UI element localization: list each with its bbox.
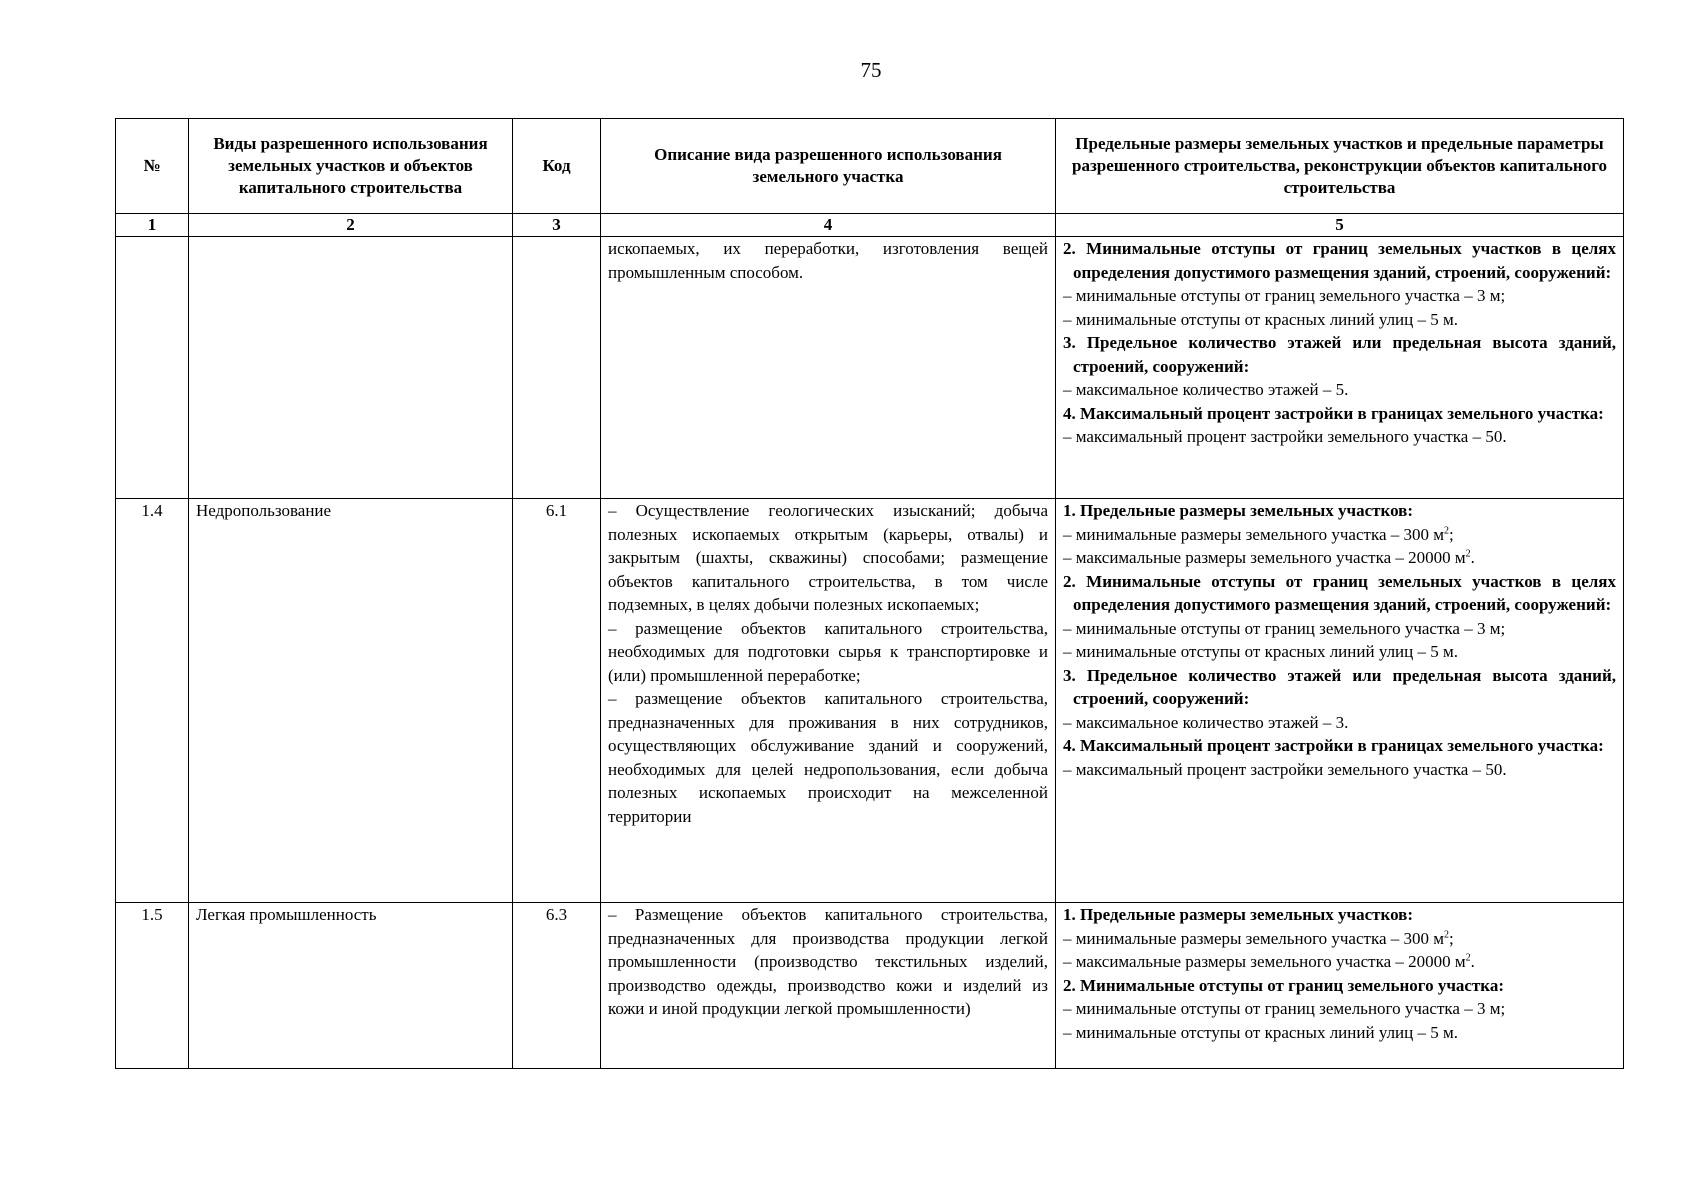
header-description: Описание вида разрешенного использования земельного участка <box>601 119 1056 214</box>
use-description <box>601 903 1056 1069</box>
param-item: – минимальные отступы от границ земельного участка – 3 м; <box>1063 286 1506 305</box>
land-use-table <box>115 118 1624 1069</box>
use-code: 6.1 <box>513 499 601 903</box>
param-heading: 2. Минимальные отступы от границ земельных участков в целях определения допустимого размещения зданий, строений, сооружений: <box>1063 571 1616 614</box>
page-number: 75 <box>860 58 882 82</box>
table-row <box>116 237 1624 499</box>
use-parameters <box>1056 237 1624 499</box>
param-heading: 4. Максимальный процент застройки в границах земельного участка: <box>1063 736 1604 755</box>
column-number: 2 <box>189 214 513 237</box>
param-heading: 4. Максимальный процент застройки в границах земельного участка: <box>1063 403 1604 423</box>
use-description: ископаемых, их переработки, изготовления вещей промышленным способом. <box>601 237 1056 499</box>
param-heading: 2. Минимальные отступы от границ земельного участка: <box>1063 975 1504 995</box>
param-item: – минимальные размеры земельного участка – 300 $м^2$; <box>1063 524 1454 544</box>
row-number <box>116 237 189 499</box>
param-item: – максимальное количество этажей – 5. <box>1063 380 1349 399</box>
row-number: 1.4 <box>116 499 189 903</box>
use-description <box>601 499 1056 903</box>
use-type-name: Недропользование <box>189 499 513 903</box>
use-parameters <box>1056 499 1624 903</box>
use-type-name <box>189 237 513 499</box>
param-item: – максимальное количество этажей – 3. <box>1063 712 1349 732</box>
table-header-row <box>116 119 1624 214</box>
param-item: – максимальные размеры земельного участка – 20000 $м^2$. <box>1063 952 1475 971</box>
header-use-type: Виды разрешенного использования земельных участков и объектов капитального строительства <box>189 119 513 214</box>
column-number: 1 <box>116 214 189 237</box>
column-number: 5 <box>1056 214 1624 237</box>
header-number: № <box>116 119 189 214</box>
table-row <box>116 499 1624 903</box>
param-heading: 1. Предельные размеры земельных участков: <box>1063 905 1414 924</box>
param-item: – минимальные отступы от красных линий улиц – 5 м. <box>1063 309 1459 329</box>
param-heading: 2. Минимальные отступы от границ земельных участков в целях определения допустимого размещения зданий, строений, сооружений: <box>1063 239 1616 282</box>
param-item: – максимальный процент застройки земельного участка – 50. <box>1063 427 1507 446</box>
param-item: – минимальные отступы от красных линий улиц – 5 м. <box>1063 642 1459 661</box>
header-code: Код <box>513 119 601 214</box>
column-number: 4 <box>601 214 1056 237</box>
description-paragraph: – Осуществление геологических изысканий; добыча полезных ископаемых открытым (карьеры, отвалы) и закрытым (шахты, скважины) способами; размещение объектов капитального строительства, в том числе подземных, в целях добычи полезных ископаемых; <box>608 501 1048 614</box>
param-item: – минимальные размеры земельного участка – 300 $м^2$; <box>1063 928 1454 948</box>
use-parameters <box>1056 903 1624 1069</box>
param-item: – максимальные размеры земельного участка – 20000 $м^2$. <box>1063 548 1475 567</box>
header-parameters: Предельные размеры земельных участков и предельные параметры разрешенного строительства, реконструкции объектов капитального строительства <box>1056 119 1624 214</box>
description-paragraph: – размещение объектов капитального строительства, необходимых для подготовки сырья к транспортировке и (или) промышленной переработке; <box>608 618 1048 685</box>
param-heading: 3. Предельное количество этажей или предельная высота зданий, строений, сооружений: <box>1063 665 1616 708</box>
param-item: – минимальные отступы от границ земельного участка – 3 м; <box>1063 999 1506 1018</box>
description-paragraph: – Размещение объектов капитального строительства, предназначенных для производства продукции легкой промышленности (производство текстильных изделий, производство одежды, производство кожи и изделий из кожи и иной продукции легкой промышленности) <box>608 905 1048 1018</box>
param-heading: 1. Предельные размеры земельных участков: <box>1063 501 1414 520</box>
param-heading: 3. Предельное количество этажей или предельная высота зданий, строений, сооружений: <box>1063 333 1616 376</box>
description-paragraph: – размещение объектов капитального строительства, предназначенных для проживания в них сотрудников, осуществляющих обслуживание зданий и сооружений, необходимых для целей недропользования, если добыча полезных ископаемых происходит на межселенной территории <box>608 689 1048 826</box>
column-number: 3 <box>513 214 601 237</box>
table-row <box>116 903 1624 1069</box>
use-code: 6.3 <box>513 903 601 1069</box>
param-item: – минимальные отступы от границ земельного участка – 3 м; <box>1063 618 1506 638</box>
use-code <box>513 237 601 499</box>
param-item: – минимальные отступы от красных линий улиц – 5 м. <box>1063 1022 1459 1042</box>
use-type-name: Легкая промышленность <box>189 903 513 1069</box>
column-number-row <box>116 214 1624 237</box>
row-number: 1.5 <box>116 903 189 1069</box>
param-item: – максимальный процент застройки земельного участка – 50. <box>1063 759 1507 779</box>
